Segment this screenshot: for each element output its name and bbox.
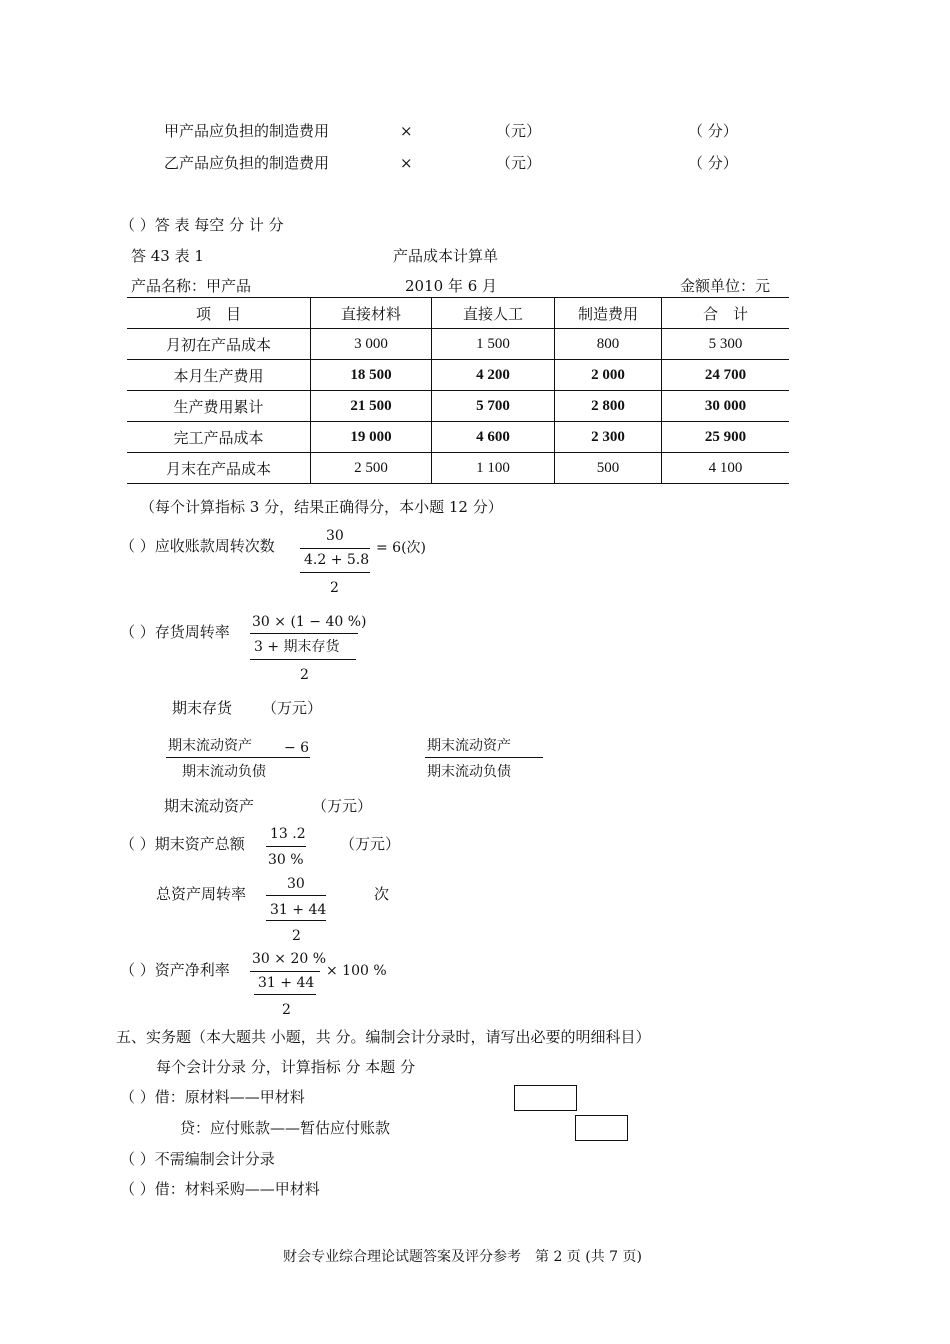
col-header: 合 计 <box>662 298 790 329</box>
roa-num: 30 × 20 % <box>252 951 327 967</box>
line-jia-unit: （元） <box>496 122 542 140</box>
receivable-num: 30 <box>326 528 344 544</box>
cell: 4 100 <box>662 453 790 484</box>
product-name: 产品名称：甲产品 <box>131 277 252 295</box>
line-jia-times: × <box>400 122 413 140</box>
cell: 2 300 <box>555 422 662 453</box>
entry-debit-material-purchase: （ ）借：材料采购——甲材料 <box>120 1180 320 1198</box>
fraction-line <box>250 633 358 634</box>
table-number: 答 43 表 1 <box>131 247 204 265</box>
row-label: 本月生产费用 <box>127 360 311 391</box>
total-assets-num: 13 .2 <box>270 826 306 842</box>
total-assets-den: 30 % <box>268 852 304 868</box>
inventory-num: 30 × (1 − 40 %) <box>252 614 367 630</box>
table-note: （每个计算指标 3 分，结果正确得分，本小题 12 分） <box>140 498 503 516</box>
page-footer: 财会专业综合理论试题答案及评分参考 第 2 页 (共 7 页) <box>283 1249 642 1265</box>
cell: 3 000 <box>311 329 432 360</box>
ratio-left-top: 期末流动资产 <box>168 738 252 754</box>
cell: 5 700 <box>432 391 555 422</box>
cell: 18 500 <box>311 360 432 391</box>
cell: 500 <box>555 453 662 484</box>
line-yi-score: （ 分） <box>688 154 738 172</box>
total-assets-prefix: （ ）期末资产总额 <box>120 835 245 853</box>
end-inventory-label: 期末存货 <box>172 699 233 717</box>
section5-title: 五、实务题（本大题共 小题，共 分。编制会计分录时，请写出必要的明细科目） <box>116 1028 651 1046</box>
ratio-right-top: 期末流动资产 <box>427 738 511 754</box>
fraction-line <box>250 659 356 660</box>
receivable-result: = 6(次) <box>376 540 427 556</box>
answer-box <box>575 1115 628 1141</box>
cell: 1 100 <box>432 453 555 484</box>
entry-debit-raw-material: （ ）借：原材料——甲材料 <box>120 1088 305 1106</box>
receivable-prefix: （ ）应收账款周转次数 <box>120 537 275 555</box>
table-row <box>127 391 789 422</box>
cell: 5 300 <box>662 329 790 360</box>
receivable-den-top: 4.2 + 5.8 <box>304 552 370 568</box>
table-row <box>127 360 789 391</box>
fraction-line <box>250 971 320 972</box>
cell: 4 200 <box>432 360 555 391</box>
asset-turnover-num: 30 <box>287 876 305 892</box>
table-row <box>127 453 789 484</box>
fraction-line <box>300 572 370 573</box>
fraction-line <box>166 757 310 758</box>
table-header-row <box>127 298 789 329</box>
receivable-den-bottom: 2 <box>330 580 339 596</box>
col-header: 直接人工 <box>432 298 555 329</box>
line-yi-label: 乙产品应负担的制造费用 <box>164 154 330 172</box>
ratio-left-bottom: 期末流动负债 <box>182 764 266 780</box>
table-question-intro: （ ）答 表 每空 分 计 分 <box>120 216 284 234</box>
cell: 25 900 <box>662 422 790 453</box>
row-label: 生产费用累计 <box>127 391 311 422</box>
fraction-line <box>266 920 326 921</box>
cell: 4 600 <box>432 422 555 453</box>
asset-turnover-den-bottom: 2 <box>292 928 301 944</box>
cell: 24 700 <box>662 360 790 391</box>
table-date: 2010 年 6 月 <box>405 277 498 295</box>
line-yi-unit: （元） <box>496 154 542 172</box>
fraction-line <box>266 895 326 896</box>
fraction-line <box>425 757 543 758</box>
line-yi-times: × <box>400 154 413 172</box>
fraction-line <box>266 846 306 847</box>
answer-box <box>514 1085 577 1111</box>
total-assets-unit: （万元） <box>340 835 401 853</box>
table-row <box>127 422 789 453</box>
cell: 2 000 <box>555 360 662 391</box>
entry-no-entry: （ ）不需编制会计分录 <box>120 1150 275 1168</box>
asset-turnover-unit: 次 <box>374 885 390 903</box>
cell: 30 000 <box>662 391 790 422</box>
table-row <box>127 329 789 360</box>
inventory-den-top: 3 + 期末存货 <box>254 639 340 655</box>
col-header: 项 目 <box>127 298 311 329</box>
asset-turnover-den-top: 31 + 44 <box>270 902 327 918</box>
cell: 1 500 <box>432 329 555 360</box>
table-title: 产品成本计算单 <box>393 247 499 265</box>
end-inventory-unit: （万元） <box>262 699 323 717</box>
row-label: 月末在产品成本 <box>127 453 311 484</box>
roa-den-bottom: 2 <box>282 1002 291 1018</box>
end-current-assets-label: 期末流动资产 <box>164 797 255 815</box>
section5-scoring: 每个会计分录 分，计算指标 分 本题 分 <box>156 1058 416 1076</box>
row-label: 月初在产品成本 <box>127 329 311 360</box>
entry-credit-payable: 贷：应付账款——暂估应付账款 <box>180 1119 391 1137</box>
cell: 2 800 <box>555 391 662 422</box>
roa-times: × 100 % <box>326 963 387 979</box>
fraction-line <box>300 548 370 549</box>
row-label: 完工产品成本 <box>127 422 311 453</box>
line-jia-score: （ 分） <box>688 122 738 140</box>
ratio-left-minus: − 6 <box>284 740 310 756</box>
roa-den-top: 31 + 44 <box>258 975 315 991</box>
cell: 2 500 <box>311 453 432 484</box>
end-current-assets-unit: （万元） <box>312 797 373 815</box>
cell: 19 000 <box>311 422 432 453</box>
fraction-line <box>254 994 316 995</box>
line-jia-label: 甲产品应负担的制造费用 <box>164 122 330 140</box>
inventory-den-bottom: 2 <box>300 667 309 683</box>
cost-table <box>127 297 789 484</box>
inventory-prefix: （ ）存货周转率 <box>120 623 230 641</box>
roa-prefix: （ ）资产净利率 <box>120 961 230 979</box>
asset-turnover-label: 总资产周转率 <box>156 885 247 903</box>
amount-unit: 金额单位：元 <box>680 277 771 295</box>
col-header: 直接材料 <box>311 298 432 329</box>
ratio-right-bottom: 期末流动负债 <box>427 764 511 780</box>
cell: 800 <box>555 329 662 360</box>
cell: 21 500 <box>311 391 432 422</box>
col-header: 制造费用 <box>555 298 662 329</box>
